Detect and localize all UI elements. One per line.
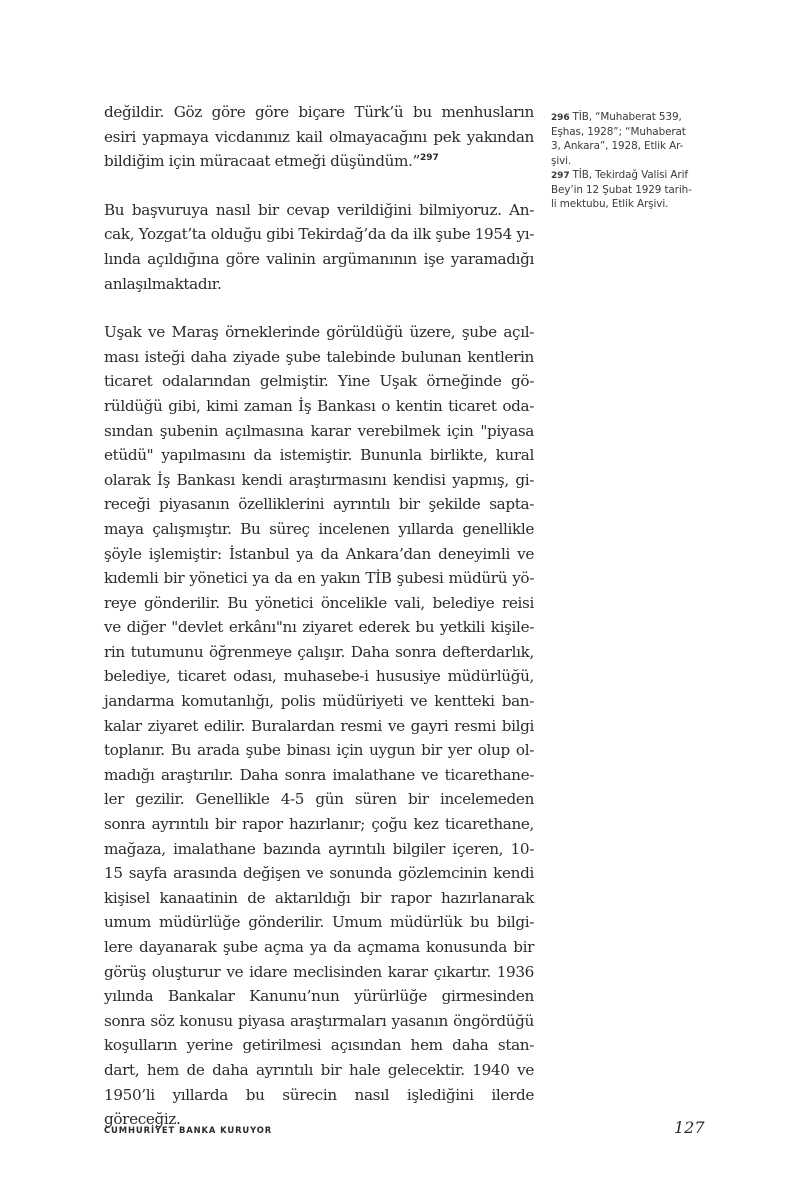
text-line: ler gezilir. Genellikle 4-5 gün süren bir incelemeden	[104, 790, 534, 809]
text-line: sonra ayrıntılı bir rapor hazırlanır; çoğu kez ticarethane,	[104, 815, 534, 834]
text-line: Uşak ve Maraş örneklerinde görüldüğü üzere, şube açıl-	[104, 323, 534, 342]
paragraph-branch-process	[104, 320, 534, 1132]
text-line: Bu başvuruya nasıl bir cevap verildiğini bilmiyoruz. An-	[104, 200, 534, 219]
sidenote-line: li mektubu, Etlik Arşivi.	[551, 198, 669, 211]
text-line: maya çalışmıştır. Bu süreç incelenen yıllarda genellikle	[104, 519, 534, 538]
text-line: değildir. Göz göre göre biçare Türk’ü bu menhusların	[104, 103, 534, 121]
page-number: 127	[674, 1118, 705, 1137]
text-line: dart, hem de daha ayrıntılı bir hale gelecektir. 1940 ve	[104, 1060, 534, 1079]
text-line-content: bildiğim için müracaat etmeği düşündüm.”	[104, 152, 420, 171]
text-line: mağaza, imalathane bazında ayrıntılı bilgiler içeren, 10-	[104, 839, 534, 858]
text-line: sonra söz konusu piyasa araştırmaları yasanın öngördüğü	[104, 1011, 534, 1030]
sidenotes-column	[551, 110, 701, 211]
sidenote-line: 3, Ankara”, 1928, Etlik Ar-	[551, 140, 684, 153]
text-line: anlaşılmaktadır.	[104, 274, 222, 293]
text-line: görüş oluşturur ve idare meclisinden karar çıkartır. 1936	[104, 962, 534, 981]
text-line: kalar ziyaret edilir. Buralardan resmi ve gayri resmi bilgi	[104, 716, 534, 735]
text-line: olarak İş Bankası kendi araştırmasını kendisi yapmış, gi-	[104, 470, 534, 489]
text-line: ticaret odalarından gelmiştir. Yine Uşak örneğinde gö-	[104, 372, 534, 391]
sidenote-line: şivi.	[551, 154, 572, 167]
sidenote-text: TİB, “Muhaberat 539,	[572, 111, 682, 123]
text-line: jandarma komutanlığı, polis müdüriyeti ve kentteki ban-	[104, 692, 534, 711]
sidenote-line: Eşhas, 1928”; “Muhaberat	[551, 126, 686, 139]
text-line: rin tutumunu öğrenmeye çalışır. Daha sonra defterdarlık,	[104, 642, 534, 661]
sidenote-number: 297	[551, 170, 570, 181]
text-line: umum müdürlüğe gönderilir. Umum müdürlük bu bilgi-	[104, 913, 534, 932]
text-line: lere dayanarak şube açma ya da açmama konusunda bir	[104, 938, 534, 956]
text-line: kişisel kanaatinin de aktarıldığı bir rapor hazırlanarak	[104, 888, 534, 907]
main-text-column	[104, 100, 534, 1132]
paragraph-quote-end	[104, 100, 534, 174]
text-line: göreceğiz.	[104, 1110, 181, 1129]
text-line: madığı araştırılır. Daha sonra imalathane ve ticarethane-	[104, 765, 534, 784]
sidenote-number: 296	[551, 113, 570, 123]
text-line: kıdemli bir yönetici ya da en yakın TİB şubesi müdürü yö-	[104, 569, 534, 588]
text-line: receği piyasanın özelliklerini ayrıntılı bir şekilde sapta-	[104, 495, 534, 514]
sidenote-line: Bey’in 12 Şubat 1929 tarih-	[551, 184, 692, 197]
sidenote-line	[551, 110, 701, 125]
text-line: 15 sayfa arasında değişen ve sonunda gözlemcinin kendi	[104, 864, 534, 883]
text-line: belediye, ticaret odası, muhasebe-i hususiye müdürlüğü,	[104, 667, 534, 686]
text-line: 1950’li yıllarda bu sürecin nasıl işlediğini ilerde	[104, 1085, 534, 1104]
text-line: rüldüğü gibi, kimi zaman İş Bankası o kentin ticaret oda-	[104, 396, 534, 415]
text-line: cak, Yozgat’ta olduğu gibi Tekirdağ’da da ilk şube 1954 yı-	[104, 225, 534, 244]
text-line: ve diğer "devlet erkânı"nı ziyaret ederek bu yetkili kişile-	[104, 618, 534, 637]
text-line: koşulların yerine getirilmesi açısından hem daha stan-	[104, 1036, 534, 1055]
text-line: esiri yapmaya vicdanınız kail olmayacağını pek yakından	[104, 127, 534, 146]
text-line: sından şubenin açılmasına karar verebilmek için "piyasa	[104, 421, 534, 440]
text-line: şöyle işlemiştir: İstanbul ya da Ankara’dan deneyimli ve	[104, 544, 534, 563]
text-line: ması isteği daha ziyade şube talebinde bulunan kentlerin	[104, 347, 534, 366]
sidenote-text: TİB, Tekirdağ Valisi Arif	[572, 168, 688, 181]
text-line: reye gönderilir. Bu yönetici öncelikle vali, belediye reisi	[104, 593, 534, 612]
text-line: lında açıldığına göre valinin argümanının işe yaramadığı	[104, 249, 534, 268]
text-line: yılında Bankalar Kanunu’nun yürürlüğe girmesinden	[104, 987, 534, 1006]
sidenote-line	[551, 168, 701, 183]
sidenote-296	[551, 110, 701, 168]
paragraph-response	[104, 198, 534, 296]
text-line-with-footnote	[104, 149, 534, 174]
sidenote-297	[551, 168, 701, 212]
footnote-reference[interactable]: 297	[419, 153, 439, 164]
running-footer-title: CUMHURİYET BANKA KURUYOR	[104, 1125, 273, 1135]
text-line: toplanır. Bu arada şube binası için uygun bir yer olup ol-	[104, 741, 534, 760]
text-line: etüdü" yapılmasını da istemiştir. Bununla birlikte, kural	[104, 446, 534, 465]
